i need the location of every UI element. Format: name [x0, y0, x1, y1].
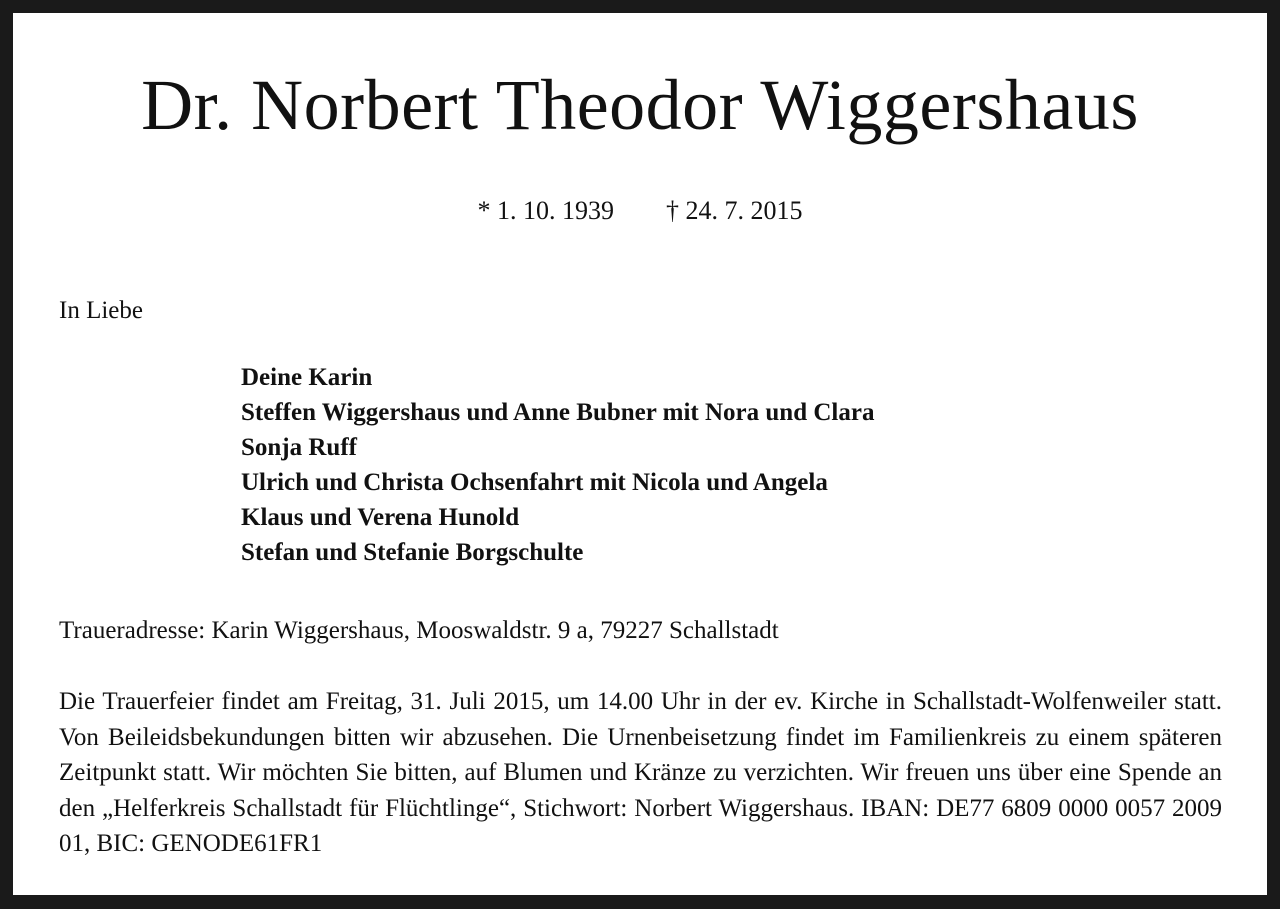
- ceremony-details: Die Trauerfeier findet am Freitag, 31. Juli 2015, um 14.00 Uhr in der ev. Kirche in Schallstadt-Wolfenweiler statt. Von Beileidsbekundungen bitten wir abzusehen. Die Urnenbeisetzung findet im Familienkreis zu einem späteren Zeitpunkt statt. Wir möchten Sie bitten, auf Blumen und Kränze zu verzichten. Wir freuen uns über eine Spende an den „Helferkreis Schallstadt für Flüchtlinge“, Stichwort: Norbert Wiggershaus. IBAN: DE77 6809 0000 0057 2009 01, BIC: GENODE61FR1: [59, 688, 1222, 857]
- mourner: Sonja Ruff: [241, 434, 357, 461]
- deceased-name: Dr. Norbert Theodor Wiggershaus: [141, 65, 1139, 145]
- death-date: † 24. 7. 2015: [666, 196, 803, 225]
- greeting: In Liebe: [59, 297, 143, 324]
- birth-date: * 1. 10. 1939: [477, 196, 614, 225]
- mourner: Stefan und Stefanie Borgschulte: [241, 539, 584, 566]
- life-dates: [13, 196, 1267, 226]
- mourners-list: [241, 360, 874, 570]
- mourner: Deine Karin: [241, 364, 373, 391]
- obituary-notice: [13, 13, 1267, 895]
- mourner: Ulrich und Christa Ochsenfahrt mit Nicola und Angela: [241, 469, 828, 496]
- mourner: Steffen Wiggershaus und Anne Bubner mit Nora und Clara: [241, 399, 875, 426]
- mourner: Klaus und Verena Hunold: [241, 504, 520, 531]
- mourning-address: Traueradresse: Karin Wiggershaus, Mooswaldstr. 9 a, 79227 Schallstadt: [59, 617, 779, 644]
